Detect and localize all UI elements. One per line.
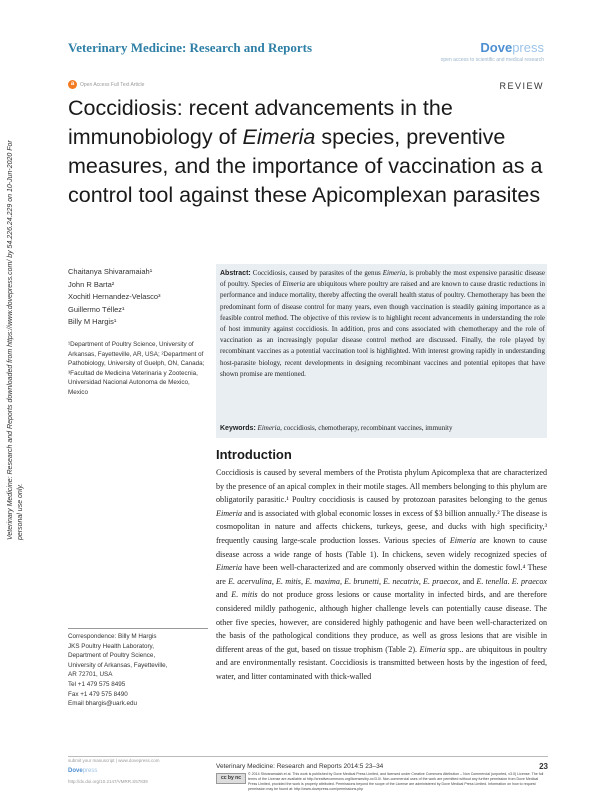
footer-dove: Dove (68, 768, 83, 774)
affiliations: ¹Department of Poultry Science, University of Arkansas, Fayetteville, AR, USA; ²Department of Pathobiology, University of Guelph, ON, Canada; ³Facultad de Medicina Veterinaria y Zootecnia, Universidad Nacional Autonoma de Mexico, Mexico (68, 341, 205, 396)
intro-italic: E. tenella (476, 576, 508, 586)
intro-italic: Eimeria (449, 535, 476, 545)
intro-text: and is associated with global economic losses in excess of $3 billion annually.² The disease is cosmopolitan in nature and affects chickens, turkeys, geese, and ducks with high specificity,³ frequently causing large-scale production losses. Various species of (216, 508, 547, 545)
footer-press: press (82, 768, 98, 774)
correspondence-line: University of Arkansas, Fayetteville, (68, 661, 168, 669)
open-access-icon: a (68, 80, 77, 89)
intro-italic: Eimeria (216, 563, 243, 573)
intro-text: are known to cause disease across a wide range of hosts (Table 1). In chickens, seven widely recognized species of (216, 535, 547, 559)
download-watermark-text: Veterinary Medicine: Research and Reports downloaded from https://www.dovepress.com/ by 54.226.24.229 on 10-Jun-2020 For personal use only. (7, 140, 24, 540)
author-list (68, 266, 208, 329)
correspondence-divider (68, 628, 208, 629)
section-heading: Introduction (216, 447, 292, 462)
abstract-italic: Eimeria (282, 280, 305, 289)
author: Guillermo Téllez¹ (68, 304, 125, 314)
download-watermark (6, 120, 46, 540)
abstract-text: Coccidiosis, caused by parasites of the genus (250, 269, 383, 277)
title-italic: Eimeria (242, 125, 316, 149)
author: Chaitanya Shivaramaiah¹ (68, 267, 153, 276)
correspondence-tel: Tel +1 479 575 8495 (68, 680, 126, 688)
correspondence-fax: Fax +1 479 575 8490 (68, 690, 128, 698)
page-number: 23 (539, 762, 548, 771)
intro-text: spp.. are ubiquitous in poultry and are environmentally resistant. Coccidiosis is transmitted between hosts by the ingestion of feed, water, and litter contaminated with thick-walled (216, 644, 547, 681)
author: Xochitl Hernandez-Velasco³ (68, 292, 161, 301)
cc-license-badge[interactable]: cc by nc (216, 773, 246, 784)
intro-text: and (216, 590, 232, 600)
abstract-text: , is probably the most expensive parasitic disease of poultry. Species of (220, 269, 545, 289)
license-text: © 2014 Shivaramaiah et al. This work is published by Dove Medical Press Limited, and licensed under Creative Commons Attribution – Non Commercial (unported, v3.0) License. The full terms of the License are available at http://creativecommons.org/licenses/by-nc/3.0/. Non-commercial uses of the work are permitted without any further permission from Dove Medical Press Limited, provided the work is properly attributed. Permissions beyond the scope of the License are administered by Dove Medical Press Limited. Information on how to request permission may be found at: http://www.dovepress.com/permissions.php (248, 772, 544, 791)
open-access-label (68, 80, 144, 89)
keywords-text: , coccidiosis, chemotherapy, recombinant vaccines, immunity (280, 424, 453, 432)
correspondence-line: Department of Poultry Science, (68, 652, 156, 660)
journal-name: Veterinary Medicine: Research and Reports (68, 40, 313, 55)
footer-journal-ref: Veterinary Medicine: Research and Reports 2014:5 23–34 (216, 763, 384, 770)
author: Billy M Hargis¹ (68, 317, 117, 326)
open-access-text: Open Access Full Text Article (80, 81, 145, 88)
title-part1: Coccidiosis: recent advancements in the immunobiology of (68, 96, 453, 149)
publisher-dove: Dove (480, 40, 513, 55)
submit-manuscript-link[interactable]: submit your manuscript | www.dovepress.com (68, 758, 160, 763)
correspondence (68, 632, 208, 709)
intro-text: and (460, 576, 477, 586)
introduction-text (216, 466, 547, 684)
footer-publisher-logo[interactable] (68, 768, 97, 774)
keyword-italic: Eimeria (257, 424, 281, 432)
title-part2: species, preventive measures, and the importance of vaccination as a control tool against these Apicomplexan parasites (68, 125, 543, 207)
correspondence-line: Correspondence: Billy M Hargis (68, 633, 157, 640)
correspondence-line: JKS Poultry Health Laboratory, (68, 642, 154, 650)
publisher-tagline: open access to scientific and medical research (440, 57, 544, 63)
intro-text: . (507, 576, 512, 586)
intro-italic: Eimeria (419, 644, 446, 654)
intro-text: have been well-characterized and are commonly observed within the domestic fowl.⁴ These are (216, 563, 547, 586)
intro-italic: E. praecox (511, 576, 548, 586)
correspondence-line: AR 72701, USA (68, 671, 113, 679)
abstract-label: Abstract: (220, 270, 251, 277)
keywords-label: Keywords: (220, 425, 256, 432)
article-title (68, 94, 548, 210)
footer-divider (68, 756, 548, 757)
intro-italic: E. acervulina, E. mitis, E. maxima, E. brunetti, E. necatrix, E. praecox, (228, 576, 461, 586)
abstract (220, 268, 545, 380)
intro-italic: E. mitis (231, 590, 258, 600)
abstract-italic: Eimeria (382, 269, 406, 277)
doi-link[interactable]: http://dx.doi.org/10.2147/VMRR.S57839 (68, 779, 148, 784)
keywords (220, 424, 545, 432)
publisher-press: press (512, 40, 544, 55)
correspondence-email[interactable]: Email bhargis@uark.edu (68, 700, 138, 708)
abstract-text: are ubiquitous where poultry are raised and are known to cause drastic reductions in performance and induce mortality, thereby affecting the overall health status of poultry. Chemotherapy has been the predominant form of disease control for many years, even though vaccination is steadily gaining importance as a feasible control method. The objective of this review is to highlight recent advancements in understanding the role of host immunity against coccidiosis. In addition, pros and cons associated with chemotherapy and the role of vaccination as an increasingly popular disease control method are discussed. Finally, the role played by recombinant vaccines as a potential vaccination tool is highlighted. With interest growing rapidly in understanding host-parasite biology, recent developments in designing recombinant vaccines and potential epitopes that have shown promise are mentioned. (220, 280, 545, 378)
intro-italic: Eimeria (216, 508, 243, 518)
article-type: REVIEW (499, 81, 544, 91)
publisher-logo[interactable] (480, 40, 544, 55)
intro-text: Coccidiosis is caused by several members of the Protista phylum Apicomplexa that are characterized by the presence of an apical complex in their motile stages. All members belonging to this phylum are obligatorily parasitic.¹ Poultry coccidiosis is caused by protozoan parasites belonging to the genus (216, 468, 547, 505)
author: John R Barta² (68, 279, 115, 289)
intro-text: do not produce gross lesions or cause mortality in infected birds, and are therefore considered mildly pathogenic, although higher challenge levels can potentially cause disease. The other five species, however, are considered highly pathogenic and have been well-characterized on the basis of the pathological conditions they produce, as well as gross lesions that are visible in different areas of the gut, based on tissue trophism (Table 2). (216, 590, 548, 654)
